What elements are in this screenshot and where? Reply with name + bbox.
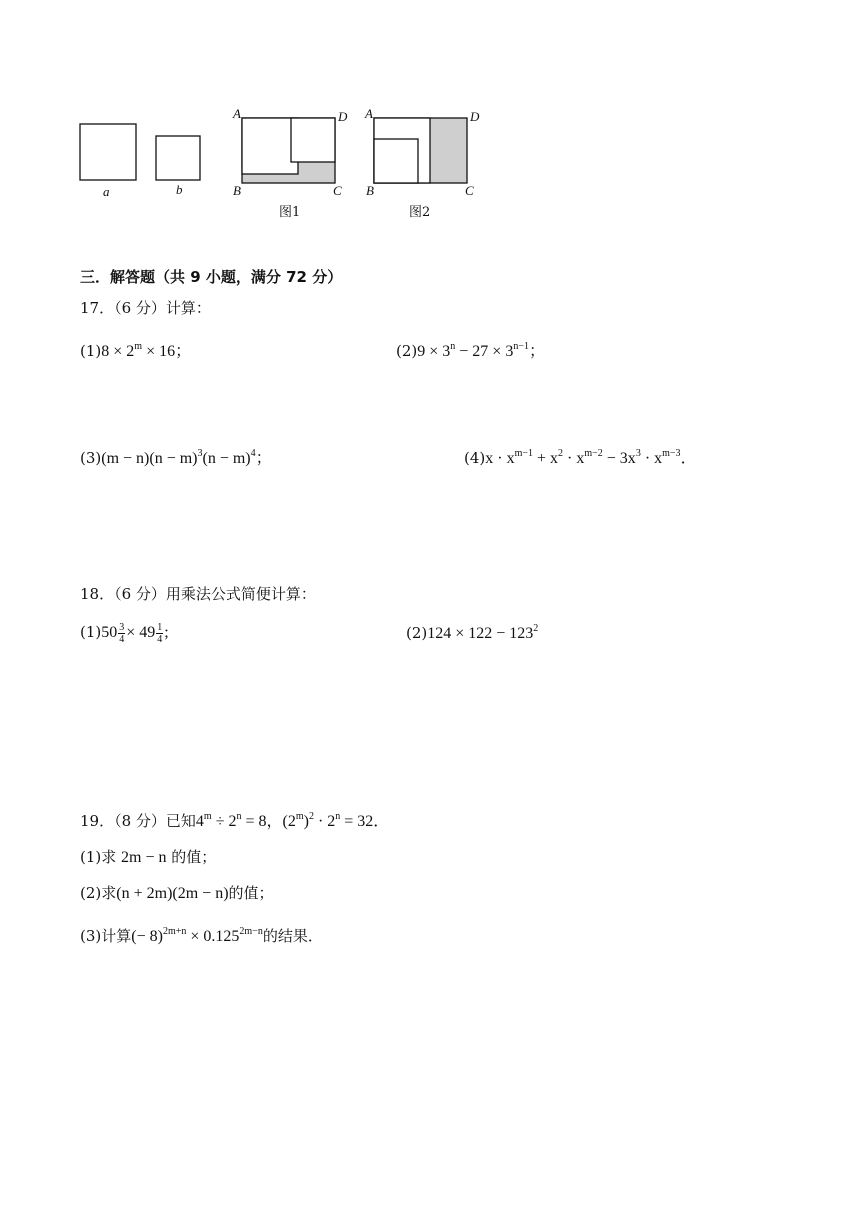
q19-part2-text: 求	[101, 884, 117, 902]
fig1-label-c: C	[333, 183, 342, 198]
q19-part3-text: 计算	[101, 927, 132, 945]
q19-part2-tail: 的值；	[228, 884, 274, 902]
q19-part1	[80, 846, 216, 867]
q19-given-expr: $4^m \div 2^n = 8$，$(2^m)^2 \cdot 2^n = 32$．	[195, 811, 390, 830]
fig1-square-b	[291, 118, 335, 162]
q19-part3-label: (3)	[80, 927, 102, 945]
section-heading: 三．解答题（共 9 小题，满分 72 分）	[80, 268, 343, 286]
square-b-label: b	[176, 182, 183, 197]
q18-part2-label: (2)	[406, 624, 428, 642]
fig1-label-d: D	[338, 109, 348, 124]
fig2-label-c: C	[465, 183, 474, 198]
q18-header: 18．（6 分）用乘法公式简便计算：	[80, 585, 316, 603]
fig2-label-b: B	[366, 183, 374, 198]
square-a-label: a	[103, 184, 110, 199]
q17-part3-label: (3)	[80, 449, 102, 467]
fig2-label-d: D	[470, 109, 480, 124]
q19-part2-expr: (n + 2m)(2m − n)	[116, 885, 229, 902]
q18-part1	[80, 622, 169, 645]
q19-part1-expr: 2m − n	[121, 849, 167, 866]
figure-2	[374, 118, 467, 183]
q17-part3	[80, 445, 272, 468]
q19-part2	[80, 882, 274, 903]
q18-part1-label: (1)	[80, 623, 102, 642]
q19-part1-tail: 的值；	[166, 848, 217, 866]
q19-part3-expr: (− $8)^{2m+n} \times 0.125^{2m-n}$	[131, 926, 263, 945]
q17-part1-expr: $8 \times 2^m \times 16$；	[101, 341, 192, 360]
fig1-square-a	[242, 118, 298, 174]
q17-part4	[464, 445, 697, 468]
q17-part3-expr: $(m - n)(n - m)^3(n - m)^4$；	[101, 448, 272, 467]
q19-part3	[80, 925, 323, 946]
q17-header: 17．（6 分）计算：	[80, 299, 211, 317]
q19-part2-label: (2)	[80, 884, 102, 902]
q19-header-text: 19．（8 分）已知	[80, 812, 196, 830]
q17-part2-label: (2)	[396, 342, 418, 360]
fig1-caption: 图1	[279, 205, 301, 220]
q17-part2-expr: $9 \times 3^n - 27 \times 3^{n-1}$；	[417, 341, 545, 360]
q19-part1-label: (1)	[80, 848, 102, 866]
fig1-label-b: B	[233, 183, 241, 198]
fig2-caption: 图2	[409, 205, 431, 220]
fig2-label-a: A	[365, 106, 373, 121]
q17-part1-label: (1)	[80, 342, 102, 360]
q17-part4-expr: $x \cdot x^{m-1} + x^2 \cdot x^{m-2} - 3x^3 \cdot x^{m-3}$．	[485, 448, 697, 467]
q17-part1	[80, 338, 191, 361]
fig1-label-a: A	[233, 106, 241, 121]
q18-part2	[406, 624, 538, 643]
q19-part1-text: 求	[101, 848, 122, 866]
q17-part2	[396, 338, 545, 361]
q18-part2-expr: $124 \times 122 - 123^2$	[427, 623, 539, 642]
q19-header	[80, 808, 389, 831]
q19-part3-tail: 的结果．	[262, 927, 323, 945]
square-b	[156, 136, 200, 180]
figure-1	[242, 118, 335, 183]
fig2-square-b	[374, 139, 418, 183]
q17-part4-label: (4)	[464, 449, 486, 467]
square-a	[80, 124, 136, 180]
q18-part1-expr: 50 $\frac{3}{4}$ × 49 $\frac{1}{4}$ ;	[101, 622, 169, 645]
